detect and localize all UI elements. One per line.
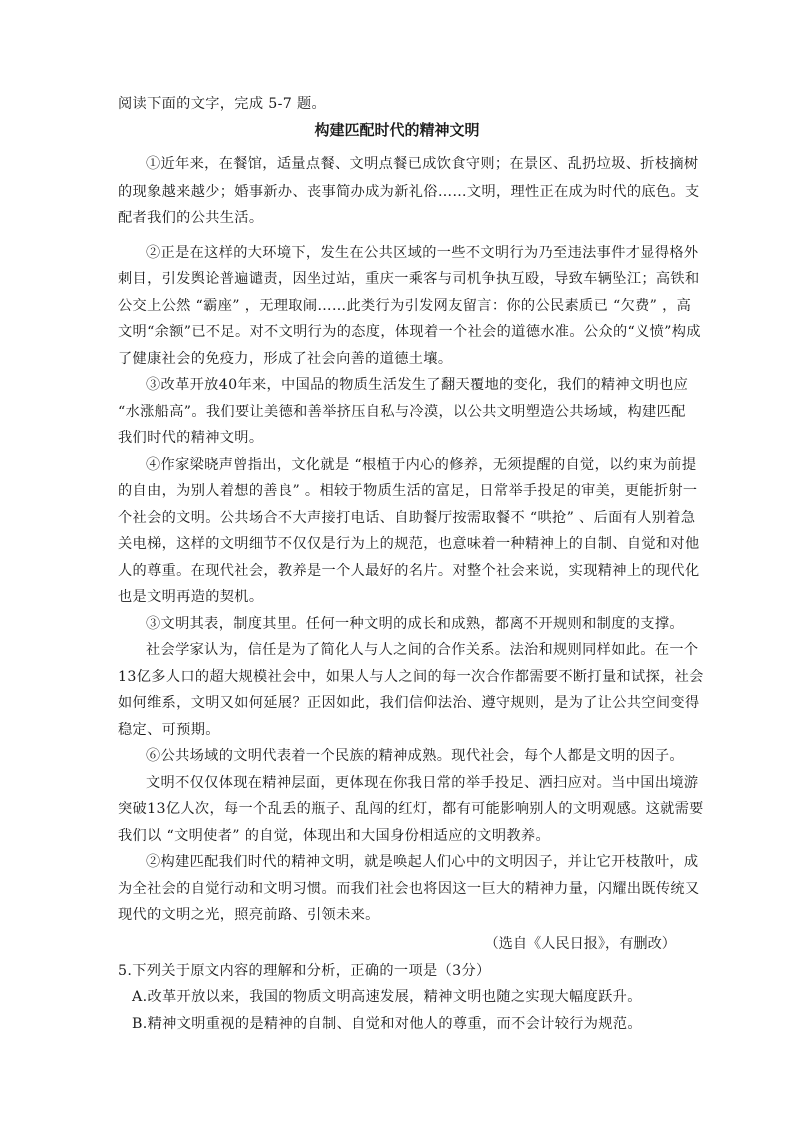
option-a: A.改革开放以来，我国的物质文明高速发展，精神文明也随之实现大幅度跃升。 xyxy=(132,989,642,1005)
paragraph-line: 也是文明再造的契机。 xyxy=(118,589,264,605)
paragraph-line: 突破13亿人次，每一个乱丢的瓶子、乱闯的红灯，都有可能影响别人的文明观感。这就需要 xyxy=(118,801,704,817)
paragraph-line: 文明不仅仅体现在精神层面，更体现在你我日常的举手投足、洒扫应对。当中国出境游 xyxy=(146,775,699,791)
paragraph-line: ②正是在这样的大环境下，发生在公共区域的一些不文明行为乃至违法事件才显得格外 xyxy=(146,245,699,261)
paragraph-line: 个社会的文明。公共场合不大声接打电话、自助餐厅按需取餐不 “哄抢” 、后面有人别着急 xyxy=(118,510,696,526)
paragraph-line: 社会学家认为，信任是为了简化人与人之间的合作关系。法治和规则同样如此。在一个 xyxy=(146,642,699,658)
paragraph-line: 为全社会的自觉行动和文明习惯。而我们社会也将因这一巨大的精神力量，闪耀出既传统又 xyxy=(118,881,700,897)
paragraph-line: ④作家梁晓声曾指出，文化就是 “根植于内心的修养，无须提醒的自觉，以约束为前提 xyxy=(146,457,697,473)
paragraph-line: 关电梯，这样的文明细节不仅仅是行为上的规范，也意味着一种精神上的自制、自觉和对他 xyxy=(118,536,700,552)
paragraph-line: 13亿多人口的超大规模社会中，如果人与人之间的每一次合作都需要不断打量和试探，社会 xyxy=(118,669,704,685)
paragraph-line: 的现象越来越少；婚事新办、丧事简办成为新礼俗……文明，理性正在成为时代的底色。支 xyxy=(118,184,700,200)
paragraph-line: 公交上公然 “霸座” ，无理取闹……此类行为引发网友留言：你的公民素质已 “欠费” ，高 xyxy=(118,298,692,314)
paragraph-line: 现代的文明之光，照亮前路、引领未来。 xyxy=(118,907,380,923)
paragraph-line: 文明“余额”已不足。对不文明行为的态度，体现着一个社会的道德水准。公众的“义愤”构成 xyxy=(118,324,701,340)
paragraph-line: 我们以 “文明使者” 的自觉，体现出和大国身份相适应的文明教养。 xyxy=(118,828,550,844)
paragraph-line: 了健康社会的免疫力，形成了社会向善的道德土壤。 xyxy=(118,351,453,367)
reading-instruction: 阅读下面的文字，完成 5-7 题。 xyxy=(118,96,327,112)
paragraph-line: 稳定、可预期。 xyxy=(118,722,220,738)
paragraph-line: “水涨船高”。我们要让美德和善举挤压自私与冷漠，以公共文明塑造公共场域，构建匹配 xyxy=(118,404,686,420)
option-b: B.精神文明重视的是精神的自制、自觉和对他人的尊重，而不会计较行为规范。 xyxy=(132,1016,642,1032)
article-source: （选自《人民日报》，有删改） xyxy=(484,936,676,952)
paragraph-line: 我们时代的精神文明。 xyxy=(118,430,264,446)
paragraph-line: ①近年来，在餐馆，适量点餐、文明点餐已成饮食守则；在景区、乱扔垃圾、折枝摘树 xyxy=(146,156,699,172)
paragraph-line: 如何维系，文明又如何延展？正因如此，我们信仰法治、遵守规则，是为了让公共空间变得 xyxy=(118,695,700,711)
paragraph-line: ③文明其表，制度其里。任何一种文明的成长和成熟，都离不开规则和制度的支撑。 xyxy=(146,616,684,632)
article-title: 构建匹配时代的精神文明 xyxy=(314,121,480,139)
question-5: 5.下列关于原文内容的理解和分析，正确的一项是（3分） xyxy=(118,963,491,979)
paragraph-line: 配者我们的公共生活。 xyxy=(118,210,264,226)
paragraph-line: ③改革开放40年来，中国品的物质生活发生了翻天覆地的变化，我们的精神文明也应 xyxy=(146,377,689,393)
paragraph-line: ②构建匹配我们时代的精神文明，就是唤起人们心中的文明因子，并让它开枝散叶，成 xyxy=(146,854,699,870)
paragraph-line: 人的尊重。在现代社会，教养是一个人最好的名片。对整个社会来说，实现精神上的现代化 xyxy=(118,563,700,579)
paragraph-line: ⑥公共场域的文明代表着一个民族的精神成熟。现代社会，每个人都是文明的因子。 xyxy=(146,748,684,764)
paragraph-line: 刺目，引发舆论普遍谴责，因坐过站，重庆一乘客与司机争执互殴，导致车辆坠江；高铁和 xyxy=(118,271,700,287)
paragraph-line: 的自由，为别人着想的善良” 。相较于物质生活的富足，日常举手投足的审美，更能折射一 xyxy=(118,483,698,499)
